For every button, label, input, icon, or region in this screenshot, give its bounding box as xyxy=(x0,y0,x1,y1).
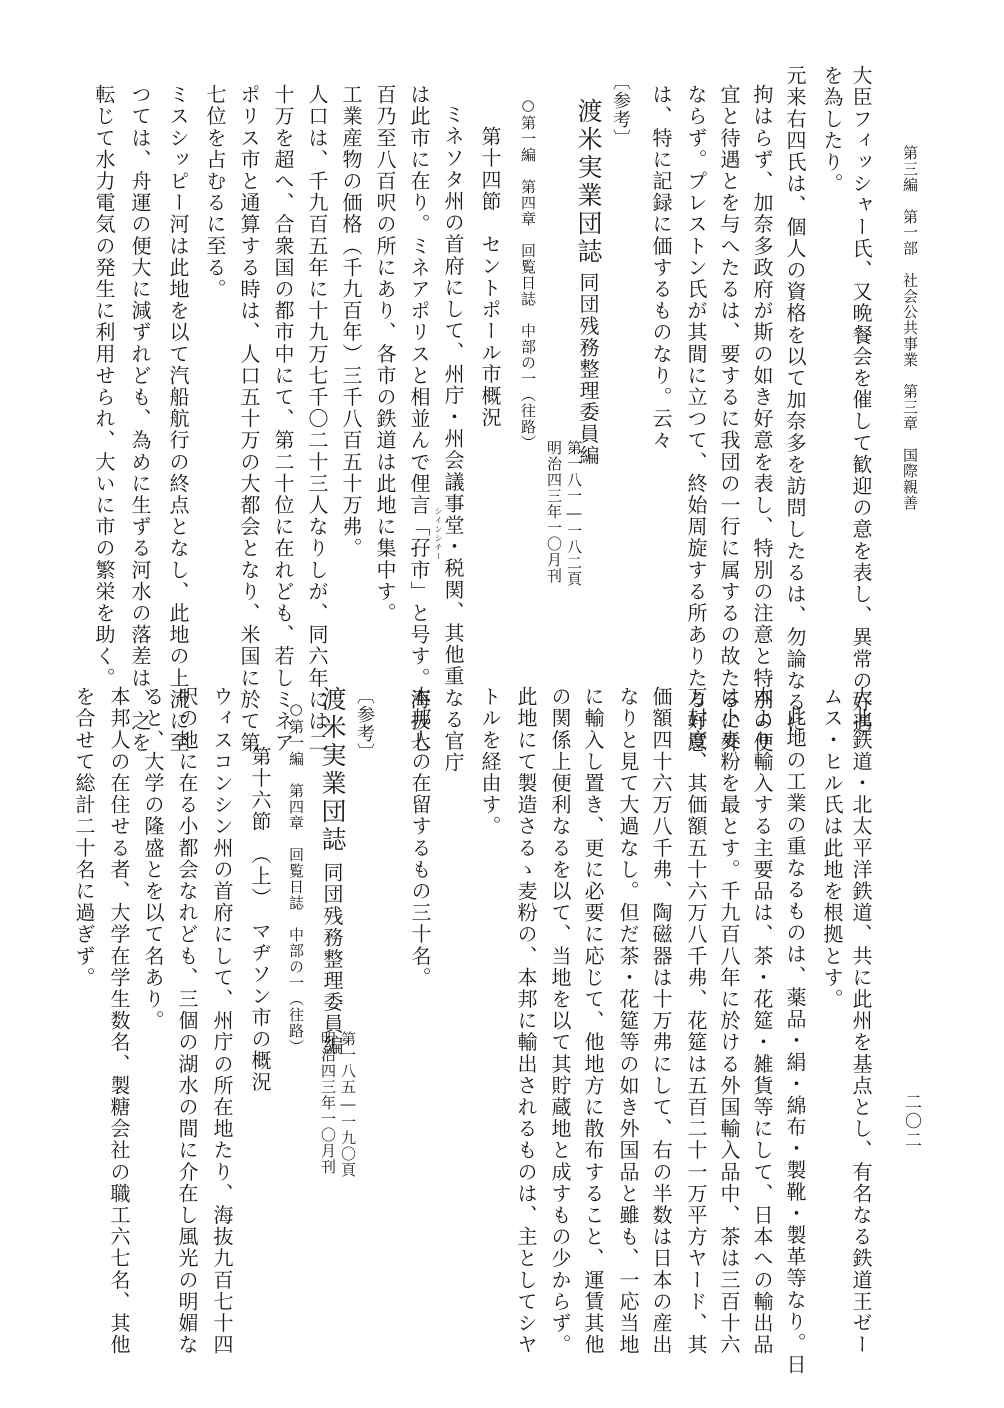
top-para2-line: 元来右四氏は、個人の資格を以て加奈多を訪問したるは、勿論なるに xyxy=(783,65,807,735)
section-heading: 第十六節 （上） マヂソン市の概況 xyxy=(248,746,272,1094)
reference-chapter: ○第一編 第四章 回覧日誌 中部の一（往路） xyxy=(519,96,537,451)
top-body-line: 百乃至八百呎の所にあり、各市の鉄道は此地に集中す。 xyxy=(373,84,397,624)
top-para2-line: は、特に記録に価するものなり。云々 xyxy=(649,84,673,452)
bottom-body-line: 万封度、其価額五十六万八千弗、花筵は五百二十一万平方ヤード、其 xyxy=(684,686,708,1356)
bottom-body2-line: ウィスコンシン州の首府にして、州庁の所在地たり、海抜九百七十四 xyxy=(210,686,234,1356)
reference-pages: 第一八五―一九〇頁 xyxy=(339,1031,357,1178)
ruby-annotation: シインシチー xyxy=(434,507,443,561)
top-body-line: 七位を占むるに至る。 xyxy=(203,84,227,300)
bottom-body-line: 大北鉄道・北太平洋鉄道、共に此州を基点とし、有名なる鉄道王ゼー xyxy=(849,686,873,1356)
bottom-body-line: ムス・ヒル氏は此地を根拠とす。 xyxy=(820,686,844,1010)
reference-editor: 同団残務整理委員編 xyxy=(576,272,600,467)
bottom-body-line: 此地にて製造さるゝ麦粉の、本邦に輸出されるものは、主としてシヤ xyxy=(514,686,538,1356)
top-body-line: ミネソタ州の首府にして、州庁・州会議事堂・税関、其他重なる官庁 xyxy=(441,104,465,774)
reference-chapter: ○第一編 第四章 回覧日誌 中部の一（往路） xyxy=(287,700,305,1055)
bottom-body-line: は小麦粉を最とす。千九百八年に於ける外国輸入品中、茶は三百十六 xyxy=(717,686,741,1356)
page-number: 二〇二 xyxy=(901,1093,921,1150)
bottom-body-line: に輸入し置き、更に必要に応じて、他地方に散布すること、運賃其他 xyxy=(581,686,605,1356)
bottom-body2-line: 本邦人の在住せる者、大学在学生数名、製糖会社の職工六七名、其他 xyxy=(107,686,131,1356)
reference-pages: 第一八一―一八二頁 xyxy=(565,440,583,587)
reference-title: 渡米実業団誌 xyxy=(318,686,347,854)
bottom-body-line: 価額四十六万八千弗、陶磁器は十万弗にして、右の半数は日本の産出 xyxy=(649,686,673,1356)
top-body-line: 工業産物の価格（千九百年）三千八百五十万弗。 xyxy=(339,84,363,560)
top-body-line: つては、舟運の便大に減ずれども、為めに生ずる河水の落差は、之を xyxy=(128,84,152,754)
top-para2-line: 拘はらず、加奈多政府が斯の如き好意を表し、特別の注意と特別の便 xyxy=(750,84,774,754)
reference-editor: 同団残務整理委員編 xyxy=(320,862,344,1057)
bottom-body2-line: を合せて総計二十名に過ぎず。 xyxy=(72,686,96,989)
top-para1-line: 大臣フィッシャー氏、又晩餐会を催して歓迎の意を表し、異常の好遇 xyxy=(849,65,873,735)
bottom-body-line: の関係上便利なるを以て、当地を以て其貯蔵地と成すもの少からず。 xyxy=(548,686,572,1356)
top-body-line: ポリス市と通算する時は、人口五十万の大都会となり、米国に於て第 xyxy=(237,84,261,754)
reference-date: 明治四三年一〇月刊 xyxy=(319,1031,337,1175)
bottom-body-line: 本邦人の在留するもの三十名。 xyxy=(408,686,432,989)
bottom-body2-line: ると、大学の隆盛とを以て名あり。 xyxy=(141,686,165,1032)
bottom-body-line: なりと見て大過なし。但だ茶・花筵等の如き外国品と雖も、一応当地 xyxy=(616,686,640,1356)
top-body-line: は此市に在り。ミネアポリスと相並んで俚言「孖市」と号す。海抜七 xyxy=(407,84,431,754)
reference-tag: 〔参考〕 xyxy=(354,686,375,762)
reference-tag: 〔参考〕 xyxy=(610,72,631,148)
top-body-line: ミスシッピー河は此地を以て汽船航行の終点となし、此地の上流に至 xyxy=(166,84,190,754)
top-para2-line: 宜と待遇とを与へたるは、要するに我団の一行に属するの故たるに外 xyxy=(717,84,741,754)
section-heading: 第十四節 セントポール市概況 xyxy=(478,126,502,429)
bottom-body2-line: 呎の地に在る小都会なれども、三個の湖水の間に介在し風光の明媚な xyxy=(175,686,199,1356)
running-head: 第三編 第一部 社会公共事業 第三章 国際親善 xyxy=(901,145,919,511)
top-body-line: 人口は、千九百五年に十九万七千〇二十三人なりしが、同六年には二 xyxy=(305,84,329,754)
bottom-body-line: 此地の工業の重なるものは、薬品・絹・綿布・製靴・製革等なり。日 xyxy=(783,706,807,1376)
top-para1-line: を為したり。 xyxy=(820,65,844,195)
top-body-line: 十万を超へ、合衆国の都市中にて、第二十位に在れども、若しミネア xyxy=(271,84,295,754)
top-para2-line: ならず。プレストン氏が其間に立つて、終始周旋する所ありたる好意 xyxy=(684,84,708,754)
top-body-line: 転じて水力電気の発生に利用せられ、大いに市の繁栄を助く。 xyxy=(92,84,116,689)
bottom-body-line: トルを経由す。 xyxy=(478,686,502,838)
reference-title: 渡米実業団誌 xyxy=(574,98,603,266)
bottom-body-line: 本より輸入する主要品は、茶・花筵・雑貨等にして、日本への輸出品 xyxy=(750,686,774,1356)
reference-date: 明治四三年一〇月刊 xyxy=(545,440,563,584)
